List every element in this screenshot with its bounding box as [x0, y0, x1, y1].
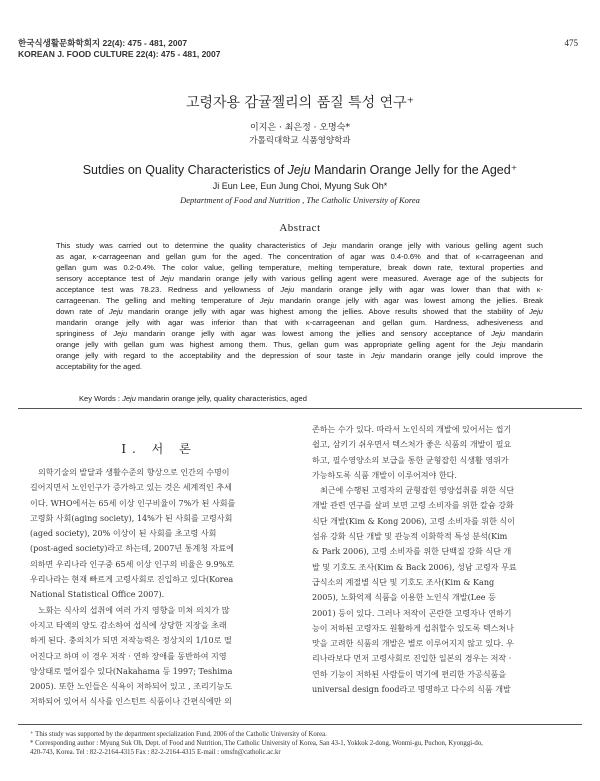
body-line: 하게 된다. 충의치가 되면 저작능력은 정상치의 1/10로 떨: [30, 636, 232, 646]
abstract-heading: Abstract: [279, 222, 321, 234]
body-line: 가능하도록 식품 개발이 이루어져야 한다.: [312, 470, 457, 480]
body-line: 저하되어 있어서 식사를 인스턴트 식품이나 간편식에만 의: [30, 697, 232, 707]
keywords-label: Key Words :: [79, 394, 120, 403]
body-line: 하고, 필수영양소의 보급을 통한 균형잡힌 식생활 영위가: [312, 455, 509, 465]
journal-line-ko: 한국식생활문화학회지 22(4): 475 - 481, 2007: [18, 38, 188, 48]
body-left-column: [30, 465, 288, 710]
body-line: 2001) 등이 있다. 그러나 저작이 곤란한 고령자나 연하기: [312, 608, 512, 618]
abstract-line: mandarin orange jelly with agar was inferior than that with κ-carrageenan and gellan gum. Hardness, adhesiveness and: [56, 318, 543, 327]
abstract-line: acceptability for the aged.: [56, 362, 143, 371]
body-line: 리나라보다 먼저 고령사회로 진입한 일본의 경우는 저작 ·: [312, 654, 512, 664]
affiliation-english: Deptartment of Food and Nutrition , The Catholic University of Korea: [180, 195, 420, 205]
body-line: 노화는 식사의 섭취에 여러 가지 영향을 미쳐 의치가 많: [38, 605, 230, 615]
body-line: universal design food라고 명명하고 다수의 식품 개발: [312, 685, 511, 695]
footnote-corresponding: * Corresponding author : Myung Suk Oh, Dept. of Food and Nutrition, The Catholic University of Korea, San 43-1, Yokkok 2-dong, Wonmi-gu, Puchon, Kyonggi-do,: [30, 740, 483, 748]
body-line: & Park 2006), 고령 소비자를 위한 단백질 강화 식단 개: [312, 547, 512, 557]
keywords: [79, 394, 307, 403]
body-line: 능이 저하된 고령자도 원활하게 섭취할수 있도록 텍스쳐나: [312, 623, 514, 633]
body-right-column: [312, 422, 574, 697]
body-line: 연하 기능이 저하된 사람들이 먹기에 편리한 가공식품을: [312, 669, 507, 679]
abstract-line: acceptance test was 78.23. Redness and yellowness of Jeju mandarin orange jelly with agar was lower than that with κ-: [56, 285, 543, 294]
keywords-text: Jeju mandarin orange jelly, quality characteristics, aged: [122, 394, 307, 403]
body-line: 우리나라는 현재 빠르게 고령사회로 진입하고 있다(Korea: [30, 575, 234, 585]
body-line: 어진다고 하며 이 경우 저작 · 연하 장애를 동반하여 지영: [30, 651, 227, 661]
abstract-line: as agar, κ-carrageenan and gellan gum for the aged. The concentration of agar was 0.4-0.6% and that of κ-carrageenan and: [56, 252, 543, 261]
body-line: 고령화 사회(aging society), 14%가 된 사회를 고령사회: [30, 513, 233, 523]
body-line: 식단 개발(Kim & Kong 2006), 고령 소비자를 위한 식이: [312, 516, 515, 526]
body-line: 이다. WHO에서는 65세 이상 인구비율이 7%가 된 사회를: [30, 498, 236, 508]
body-line: 존하는 수가 있다. 따라서 노인식의 개발에 있어서는 씹기: [312, 425, 512, 434]
abstract-line: gellan gum was 0.2-0.4%. The color value, gelling temperature, melting temperature, break down rate, textural properties and: [56, 263, 543, 272]
body-line: 2005). 또한 노인들은 식욕이 저하되어 있고 , 조리기능도: [30, 682, 233, 692]
body-line: 섬유 강화 식단 개발 및 관능적 이화학적 특성 분석(Kim: [312, 532, 508, 542]
abstract-line: orange jelly with gellan gum was highest among them. Thus, gellan gum was appropriate gelling agent for the Jeju mandarin: [56, 340, 544, 349]
body-line: 의학기술의 발달과 생활수준의 향상으로 인간의 수명이: [38, 468, 230, 477]
body-line: 최근에 수행된 고령자의 균형잡힌 영양섭취를 위한 식단: [320, 486, 515, 496]
body-line: 맛을 고려한 식품의 개발은 별로 이루어지지 않고 있다. 우: [312, 639, 514, 649]
body-line: 발 및 기호도 조사(Kim & Back 2006), 성남 고령자 무료: [312, 562, 517, 572]
body-line: 길어지면서 노인인구가 증가하고 있는 것은 세계적인 추세: [30, 483, 232, 493]
section-heading: Ⅰ. 서 론: [121, 442, 197, 456]
body-line: 쉽고, 삼키기 쉬우면서 텍스처가 좋은 식품의 개발이 필요: [312, 440, 512, 450]
authors-english: Ji Eun Lee, Eun Jung Choi, Myung Suk Oh*: [212, 181, 388, 191]
abstract-line: carrageenan. The gelling and melting temperature of Jeju mandarin orange jelly with agar was lowest among the jellies. Break: [56, 296, 543, 305]
affiliation-korean: 가톨릭대학교 식품영양학과: [249, 136, 351, 146]
journal-header: [18, 38, 221, 60]
body-line: (aged society), 20% 이상이 된 사회를 초고령 사회: [30, 529, 217, 539]
footnotes: [30, 730, 580, 758]
body-line: 양상태로 떨어질수 있다(Nakahama 등 1997; Teshima: [30, 666, 233, 676]
abstract-line: sensory acceptance test of Jeju mandarin orange jelly with various gelling agent were measured. Average age of the subjects for: [56, 274, 543, 283]
abstract-divider: [18, 408, 582, 409]
footnote-divider: [18, 724, 582, 725]
body-line: 개발 관련 연구를 살펴 보면 고령 소비자를 위한 칼슘 강화: [312, 501, 514, 511]
footnote-contact: 420-743, Korea. Tel : 82-2-2164-4315 Fax : 82-2-2164-4315 E-mail : omsfn@catholic.ac.kr: [30, 749, 281, 757]
body-line: (post-aged society)라고 하는데, 2007년 통계청 자료에: [30, 544, 234, 554]
footnote-funding: ⁺ This study was supported by the department specialization Fund, 2006 of the Catholic University of Korea.: [30, 731, 327, 738]
abstract-line: orange jelly with regard to the acceptability and the depression of sour taste in Jeju mandarin orange jelly could improve the: [56, 351, 543, 360]
body-line: 의하면 우리나라 인구중 65세 이상 인구의 비율은 9.9%로: [30, 559, 235, 569]
body-line: National Statistical Office 2007).: [30, 590, 165, 600]
authors-korean: 이지은 · 최은정 · 오명숙*: [250, 123, 350, 133]
title-korean: 고령자용 감귤젤리의 품질 특성 연구⁺: [185, 95, 415, 111]
body-line: 2005), 노화억제 식품을 이용한 노인식 개발(Lee 등: [312, 593, 496, 603]
title-english: Sutdies on Quality Characteristics of Jeju Mandarin Orange Jelly for the Aged⁺: [82, 163, 518, 177]
abstract-line: down rate of Jeju mandarin orange jelly with agar was highest among the jellies. Above results showed that the stability of Jeju: [56, 307, 543, 316]
body-line: 아지고 타액의 양도 감소하여 섭식에 상당한 지장을 초래: [30, 620, 227, 630]
body-line: 급식소의 계절별 식단 및 기호도 조사(Kim & Kang: [312, 577, 495, 587]
journal-line-en: KOREAN J. FOOD CULTURE 22(4): 475 - 481, 2007: [18, 49, 221, 59]
page-number: 475: [564, 38, 578, 48]
abstract-line: This study was carried out to determine the quality characteristics of Jeju mandarin orange jelly with various gelling agent such: [56, 241, 543, 250]
abstract-line: springiness of Jeju mandarin orange jelly with agar was lowest among the jellies and sensory acceptance of Jeju mandarin: [56, 329, 543, 338]
abstract-body: [56, 240, 543, 372]
